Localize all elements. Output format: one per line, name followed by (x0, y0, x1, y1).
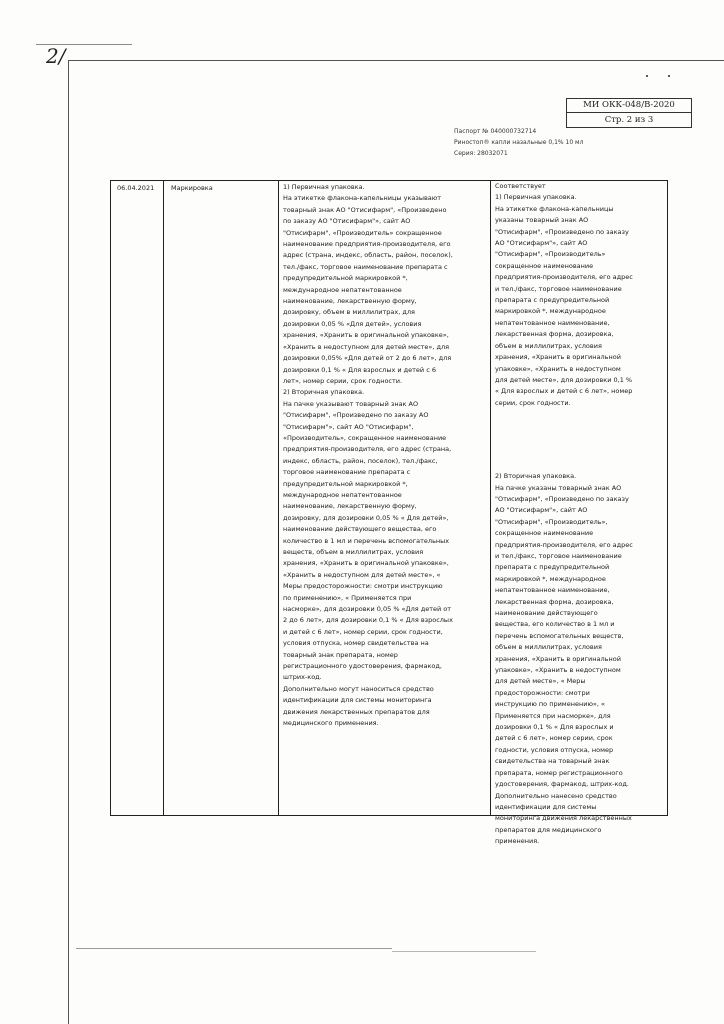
text-line: для детей месте», « Меры (495, 677, 586, 686)
text-line: "Отисифарм", «Произведено по заказу АО (283, 411, 429, 420)
text-line: предприятия-производителя, его адрес (495, 273, 633, 282)
text-line: идентификации для системы мониторинга (283, 696, 432, 705)
text-line: индекс, область, район, поселок), тел./факс, (283, 456, 438, 465)
text-line: препаратов для медицинского (495, 825, 602, 834)
text-line: предупредительной маркировкой *, (283, 479, 408, 488)
text-line: удостоверения, фармакод, штрих-код. (495, 780, 629, 789)
text-line: серии, срок годности. (495, 398, 571, 407)
text-line: и тел./факс, торговое наименование (495, 284, 622, 293)
text-line: препарата с предупредительной (495, 296, 610, 305)
text-line: Дополнительно могут наноситься средство (283, 684, 434, 693)
text-line: « Для взрослых и детей с 6 лет», номер (495, 387, 633, 396)
text-line: по применению», « Применяется при (283, 593, 412, 602)
row-type: Маркировка (171, 184, 213, 192)
text-line: наименование, лекарственную форму, (283, 297, 417, 306)
text-line: медицинского применения. (283, 719, 379, 728)
text-line: упаковке», «Хранить в недоступном (495, 364, 621, 373)
text-line: наименование действующего (495, 609, 598, 617)
text-line: тел./факс, торговое наименование препарата с (283, 262, 448, 271)
text-line: Меры предосторожности: смотри инструкцию (283, 582, 443, 591)
text-line: хранения, «Хранить в оригинальной (495, 353, 621, 362)
text-line: хранения, «Хранить в оригинальной (495, 654, 621, 663)
text-line: На этикетке флакона-капельницы (495, 204, 614, 213)
text-line: «Производитель», сокращенное наименование (283, 433, 447, 442)
text-line: мониторинга движения лекарственных (495, 814, 632, 823)
text-line: 2) Вторичная упаковка. (283, 388, 365, 397)
passport-info (454, 126, 583, 159)
text-line: "Отисифарм", «Производитель» (495, 250, 606, 259)
batch-series: Серия: 28032071 (454, 150, 508, 157)
document-code: МИ ОКК-048/В-2020 (567, 99, 691, 113)
column-divider (667, 181, 668, 815)
text-line: 1) Первичная упаковка. (495, 193, 577, 202)
column-divider (490, 181, 491, 815)
text-line: дозировки 0,1 % « Для взрослых и (495, 723, 614, 732)
result-secondary-packaging (495, 471, 633, 847)
text-line: «Хранить в недоступном для детей месте», « (283, 570, 441, 579)
text-line: лет», номер серии, срок годности. (283, 376, 403, 385)
text-line: Применяется при насморке», для (495, 711, 611, 720)
text-line: На пачке указывают товарный знак АО (283, 399, 419, 408)
handwritten-page-number: 2/ (46, 44, 66, 68)
text-line: непатентованное наименование, (495, 586, 610, 595)
text-line: 2) Вторичная упаковка. (495, 472, 577, 481)
text-line: хранения, «Хранить в оригинальной упаковке», (283, 559, 449, 568)
text-line: дозировку, для дозировки 0,05 % « Для детей», (283, 513, 449, 522)
column-divider (163, 181, 164, 815)
text-line: веществ, объем в миллилитрах, условия (283, 548, 424, 556)
text-line: «Хранить в недоступном для детей месте», для (283, 342, 450, 351)
text-line: перечень вспомогательных веществ, (495, 631, 624, 640)
text-line: регистрационного удостоверения, фармакод, (283, 662, 442, 671)
text-line: наименование действующего вещества, его (283, 525, 437, 534)
text-line: годности, условия отпуска, номер (495, 745, 614, 754)
text-line: препарата с предупредительной (495, 563, 610, 572)
text-line: 1) Первичная упаковка. (283, 183, 365, 191)
text-line: Дополнительно нанесено средство (495, 791, 617, 800)
text-line: "Отисифарм", «Произведено по заказу (495, 494, 629, 503)
text-line: объем в миллилитрах, условия (495, 643, 602, 652)
text-line: международное непатентованное (283, 490, 402, 499)
text-line: лекарственная форма, дозировка, (495, 330, 614, 339)
text-line: товарный знак АО "Отисифарм", «Произведено (283, 205, 447, 214)
text-line: хранения, «Хранить в оригинальной упаковке», (283, 331, 449, 340)
requirement-text (283, 182, 453, 730)
text-line: предупредительной маркировкой *, (283, 274, 408, 283)
page-frame-left (68, 60, 69, 1024)
text-line: условия отпуска, номер свидетельства на (283, 639, 429, 648)
text-line: маркировкой *, международное (495, 574, 606, 583)
text-line: детей с 6 лет», номер серии, срок (495, 734, 613, 743)
text-line: лекарственная форма, дозировка, (495, 597, 614, 606)
text-line: применения. (495, 837, 540, 846)
text-line: "Отисифарм", «Производитель», (495, 517, 608, 526)
text-line: товарный знак препарата, номер (283, 650, 398, 659)
text-line: 2 до 6 лет», для дозировки 0,1 % « Для взрослых (283, 616, 453, 625)
text-line: международное непатентованное (283, 285, 402, 294)
text-line: сокращенное наименование (495, 261, 594, 270)
text-line: и детей с 6 лет», номер серии, срок годности, (283, 627, 443, 636)
text-line: торговое наименование препарата с (283, 468, 411, 477)
result-gap (495, 409, 633, 471)
text-line: Соответствует (495, 182, 546, 190)
scan-dot (646, 75, 648, 77)
text-line: дозировки 0,05% «Для детей от 2 до 6 лет», для (283, 354, 452, 363)
text-line: препарата, номер регистрационного (495, 768, 623, 777)
column-divider (278, 181, 279, 815)
page-indicator: Стр. 2 из 3 (604, 115, 654, 125)
text-line: "Отисифарм"», сайт АО "Отисифарм", (283, 422, 414, 431)
text-line: АО "Отисифарм"», сайт АО (495, 506, 588, 515)
text-line: наименование предприятия-производителя, его (283, 240, 451, 249)
text-line: На пачке указаны товарный знак АО (495, 483, 622, 492)
text-line: АО "Отисифарм"», сайт АО (495, 239, 588, 248)
bottom-scan-line (392, 951, 536, 952)
text-line: количество в 1 мл и перечень вспомогательных (283, 536, 450, 545)
text-line: для детей месте», для дозировки 0,1 % (495, 375, 633, 384)
text-line: "Отисифарм", «Произведено по заказу (495, 227, 629, 236)
text-line: дозировки 0,05 % «Для детей», условия (283, 319, 422, 328)
document-code-box (566, 98, 692, 128)
text-line: предприятия-производителя, его адрес (495, 540, 633, 549)
text-line: идентификации для системы (495, 802, 597, 811)
text-line: адрес (страна, индекс, область, район, поселок), (283, 251, 453, 260)
text-line: "Отисифарм", «Производитель» сокращенное (283, 228, 442, 237)
text-line: по заказу АО "Отисифарм"», сайт АО (283, 217, 411, 226)
bottom-scan-line (76, 948, 392, 949)
text-line: предприятия-производителя, его адрес (страна, (283, 445, 452, 454)
text-line: инструкцию по применению», « (495, 700, 605, 709)
result-primary-packaging (495, 181, 633, 409)
text-line: движения лекарственных препаратов для (283, 707, 430, 716)
text-line: На этикетке флакона-капельницы указывают (283, 194, 442, 203)
text-line: штрих-код. (283, 673, 322, 682)
text-line: сокращенное наименование (495, 529, 594, 538)
row-date: 06.04.2021 (117, 184, 155, 192)
text-line: объем в миллилитрах, условия (495, 341, 602, 350)
text-line: свидетельства на товарный знак (495, 757, 610, 766)
text-line: и тел./факс, торговое наименование (495, 551, 622, 560)
passport-number: Паспорт № 040000732714 (454, 128, 537, 135)
product-name: Риностоп® капли назальные 0,1% 10 мл (454, 139, 584, 146)
text-line: предосторожности: смотри (495, 688, 590, 697)
text-line: насморке», для дозировки 0,05 % «Для детей от (283, 605, 452, 614)
text-line: дозировку, объем в миллилитрах, для (283, 308, 415, 317)
text-line: упаковке», «Хранить в недоступном (495, 666, 621, 675)
text-line: наименование, лекарственную форму, (283, 502, 417, 511)
text-line: указаны товарный знак АО (495, 216, 589, 225)
changes-table (110, 180, 668, 846)
text-line: вещества, его количество в 1 мл и (495, 620, 615, 629)
result-text (495, 181, 633, 848)
page-frame-top (68, 60, 724, 61)
text-line: маркировкой *, международное (495, 307, 606, 316)
scan-dot (668, 75, 670, 77)
text-line: непатентованное наименование, (495, 318, 610, 327)
text-line: дозировки 0,1 % « Для взрослых и детей с 6 (283, 365, 436, 374)
